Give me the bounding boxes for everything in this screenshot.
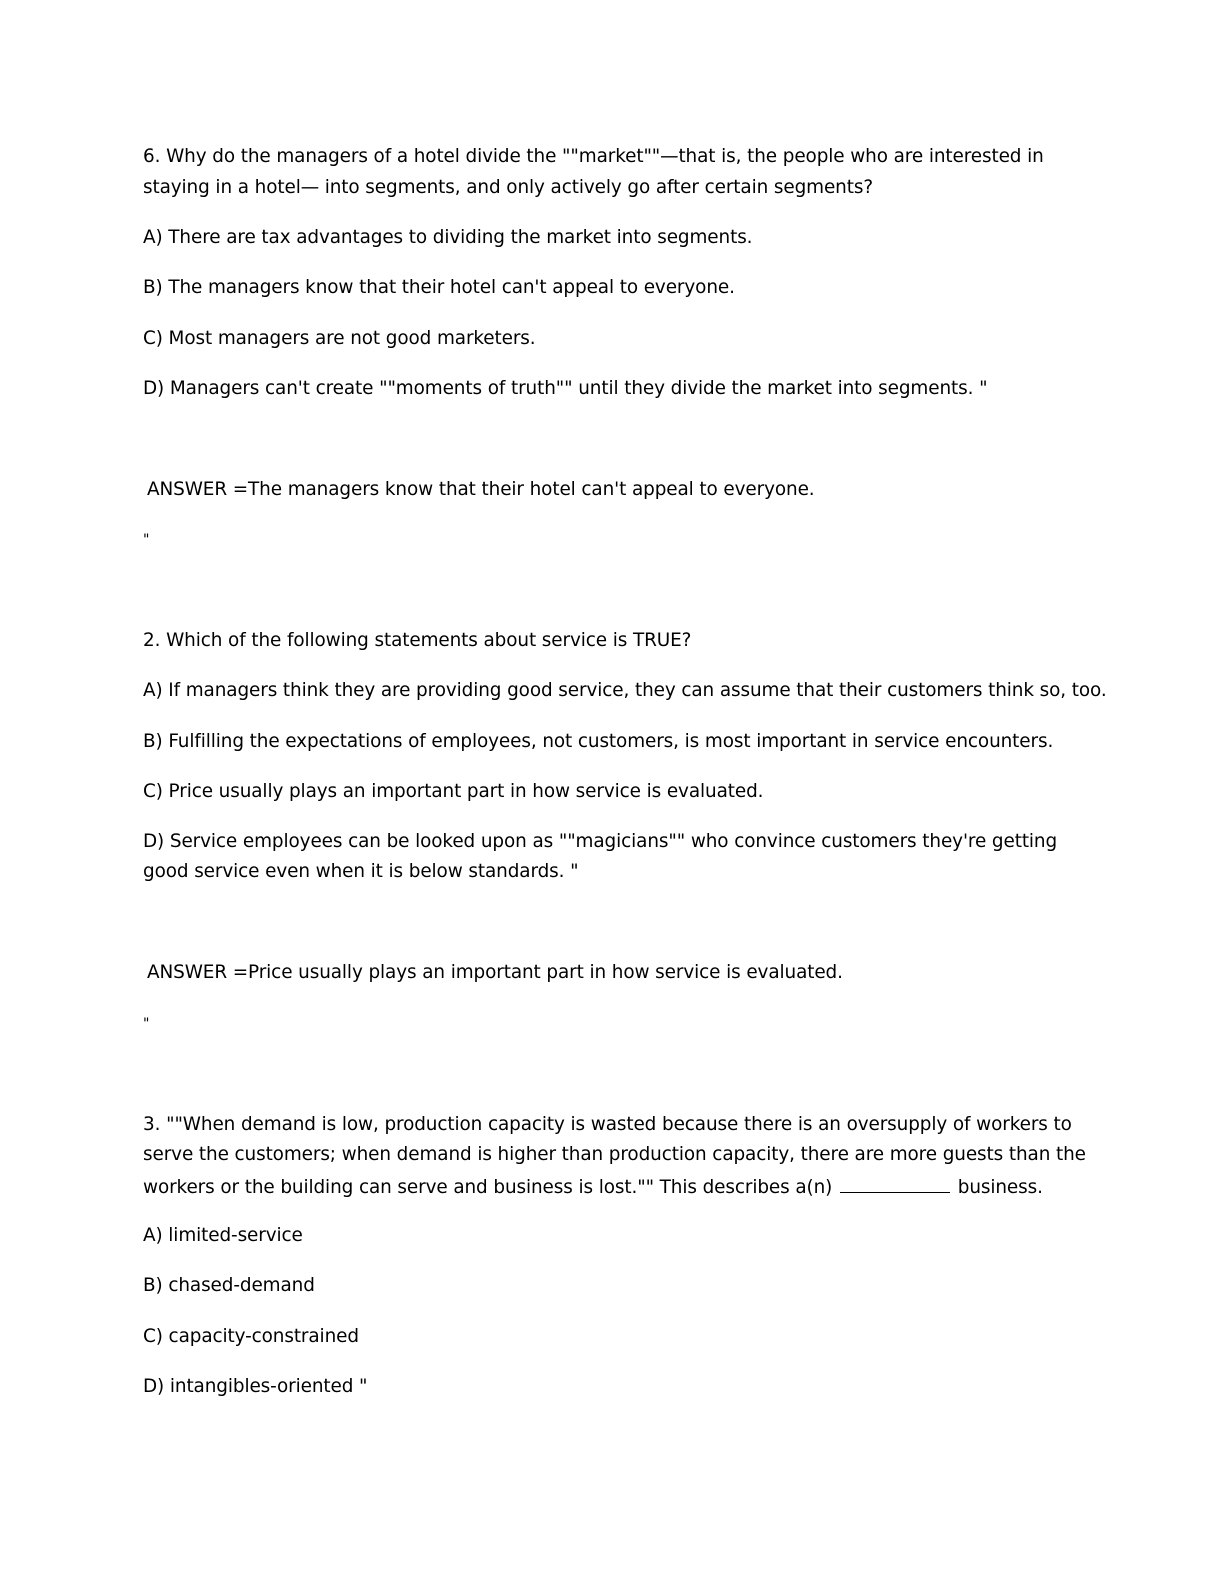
q6-option-c: C) Most managers are not good marketers. — [143, 328, 536, 349]
q2-answer: ANSWER =Price usually plays an important part in how service is evaluated. — [147, 962, 843, 983]
q2-option-d-line1: D) Service employees can be looked upon as ""magicians"" who convince customers they're getting — [143, 831, 1058, 852]
q6-option-d: D) Managers can't create ""moments of truth"" until they divide the market into segments. " — [143, 378, 988, 399]
q6-trailing-quote: " — [143, 532, 150, 548]
q6-option-a: A) There are tax advantages to dividing the market into segments. — [143, 227, 753, 248]
q2-option-d-line2: good service even when it is below standards. " — [143, 861, 579, 882]
q3-question-line3 — [143, 1174, 1043, 1200]
q6-question-line1: 6. Why do the managers of a hotel divide the ""market""—that is, the people who are interested in — [143, 146, 1044, 167]
q3-option-c: C) capacity-constrained — [143, 1326, 359, 1347]
q6-question-line2: staying in a hotel— into segments, and only actively go after certain segments? — [143, 177, 873, 198]
q3-question-line2: serve the customers; when demand is higher than production capacity, there are more guests than the — [143, 1144, 1086, 1165]
q3-question-line1: 3. ""When demand is low, production capacity is wasted because there is an oversupply of workers to — [143, 1114, 1072, 1135]
q6-answer: ANSWER =The managers know that their hotel can't appeal to everyone. — [147, 479, 815, 500]
q2-question: 2. Which of the following statements about service is TRUE? — [143, 630, 692, 651]
q2-option-b: B) Fulfilling the expectations of employees, not customers, is most important in service encounters. — [143, 731, 1054, 752]
q3-question-line3-before-blank: workers or the building can serve and business is lost."" This describes a(n) — [143, 1177, 833, 1198]
fill-in-blank — [840, 1174, 950, 1193]
q2-option-c: C) Price usually plays an important part in how service is evaluated. — [143, 781, 764, 802]
q3-option-a: A) limited-service — [143, 1225, 303, 1246]
q2-option-a: A) If managers think they are providing good service, they can assume that their customers think so, too. — [143, 680, 1107, 701]
q6-option-b: B) The managers know that their hotel can't appeal to everyone. — [143, 277, 735, 298]
q3-option-b: B) chased-demand — [143, 1275, 315, 1296]
q2-trailing-quote: " — [143, 1016, 150, 1032]
q3-option-d: D) intangibles-oriented " — [143, 1376, 368, 1397]
q3-question-line3-after-blank: business. — [957, 1177, 1043, 1198]
